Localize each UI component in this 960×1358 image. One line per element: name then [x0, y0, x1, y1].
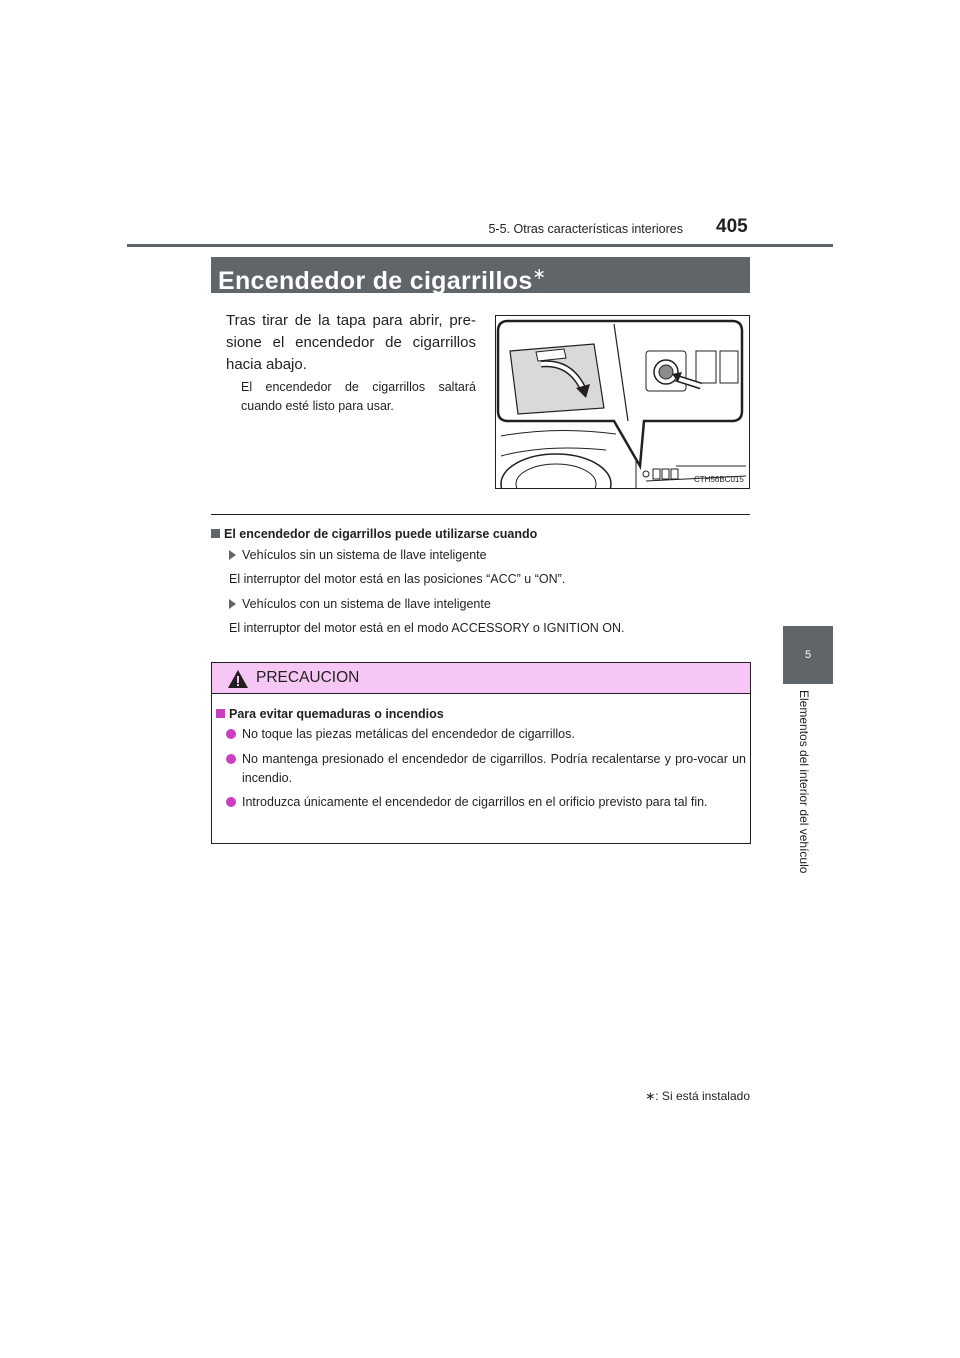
lighter-illustration	[495, 315, 750, 489]
caution-bullet-1-text: No toque las piezas metálicas del encendedor de cigarrillos.	[242, 727, 575, 741]
caution-subheading-text: Para evitar quemaduras o incendios	[229, 707, 444, 721]
condition-label-1-text: Vehículos sin un sistema de llave inteligente	[242, 548, 487, 562]
optional-mark: ∗	[532, 266, 547, 283]
bullet-dot-icon	[226, 797, 236, 807]
caution-label: PRECAUCION	[256, 669, 360, 686]
condition-text-1: El interruptor del motor está en las posiciones “ACC” u “ON”.	[229, 572, 566, 586]
triangle-arrow-icon	[229, 599, 236, 609]
caution-bullet-3	[226, 793, 746, 812]
condition-label-2-text: Vehículos con un sistema de llave inteligente	[242, 597, 491, 611]
chapter-tab: 5	[783, 626, 833, 684]
caution-box	[211, 662, 751, 844]
condition-label-1	[229, 548, 487, 562]
warning-triangle-icon	[227, 669, 249, 689]
lighter-illustration-drawing	[496, 316, 749, 488]
bullet-dot-icon	[226, 754, 236, 764]
caution-header	[212, 663, 750, 694]
section-divider	[211, 514, 750, 515]
page-number: 405	[716, 216, 748, 237]
bullet-dot-icon	[226, 729, 236, 739]
figure-code: CTH56BC015	[694, 475, 744, 484]
square-bullet-icon	[211, 529, 220, 538]
caution-bullet-2	[226, 750, 746, 788]
condition-text-2: El interruptor del motor está en el modo ACCESSORY o IGNITION ON.	[229, 621, 625, 635]
condition-label-2	[229, 597, 491, 611]
conditions-heading	[211, 527, 537, 541]
caution-bullet-1	[226, 725, 746, 744]
section-label: 5-5. Otras características interiores	[488, 222, 683, 236]
intro-text: Tras tirar de la tapa para abrir, pre-sione el encendedor de cigarrillos hacia abajo.	[226, 312, 476, 373]
page-title	[211, 257, 750, 293]
caution-bullet-3-text: Introduzca únicamente el encendedor de cigarrillos en el orificio previsto para tal fin.	[242, 795, 708, 809]
header-rule	[127, 244, 833, 247]
intro-note: El encendedor de cigarrillos saltará cuando esté listo para usar.	[241, 380, 476, 413]
caution-bullet-2-text: No mantenga presionado el encendedor de cigarrillos. Podría recalentarse y pro-vocar un incendio.	[242, 752, 746, 785]
triangle-arrow-icon	[229, 550, 236, 560]
page-title-text: Encendedor de cigarrillos	[218, 267, 533, 295]
footnote	[629, 1089, 750, 1103]
caution-subheading	[216, 707, 444, 721]
chapter-title: Elementos del interior del vehículo	[797, 690, 811, 874]
footnote-text: : Si está instalado	[655, 1089, 750, 1103]
square-bullet-icon	[216, 709, 225, 718]
footnote-mark: ∗	[645, 1089, 656, 1103]
conditions-heading-text: El encendedor de cigarrillos puede utilizarse cuando	[224, 527, 538, 541]
